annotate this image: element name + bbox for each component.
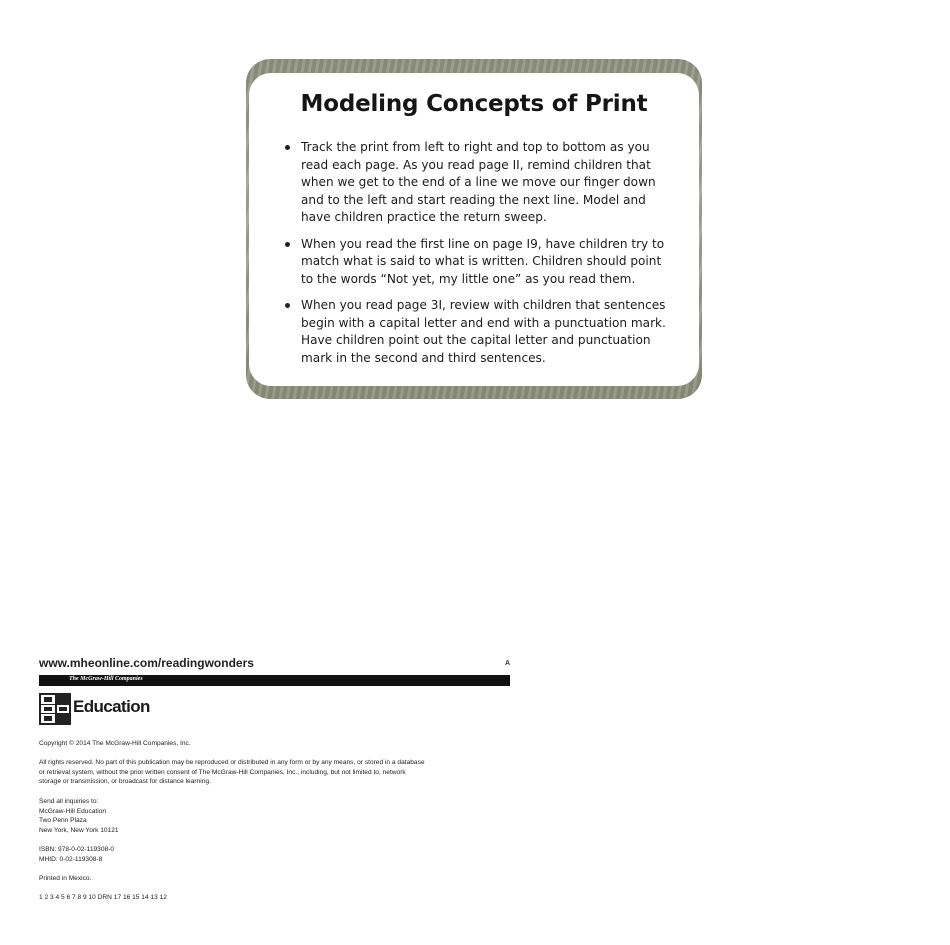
bullet-icon [285, 145, 290, 150]
isbn-line: ISBN: 978-0-02-119308-0 [39, 846, 115, 853]
copyright-line: Copyright © 2014 The McGraw-Hill Companies, Inc. [39, 740, 191, 747]
website-link[interactable]: www.mheonline.com/readingwonders [39, 656, 254, 670]
bullet-icon [285, 242, 290, 247]
bullet-text: When you read page 3I, review with children that sentences begin with a capital letter and end with a punctuation mark. Have children point out the capital letter and punctuation mark in the second and third sentences. [301, 298, 666, 365]
company-bar [39, 675, 510, 686]
inquiries-line: Send all inquiries to: [39, 798, 99, 805]
inquiries-line: Two Penn Plaza [39, 817, 87, 824]
mcgraw-hill-logo-icon [39, 693, 71, 725]
card-title: Modeling Concepts of Print [300, 91, 648, 117]
bullet-item [283, 236, 675, 289]
card-body [249, 73, 699, 386]
rights-line: All rights reserved. No part of this publication may be reproduced or distributed in any form or by any means, or stored in a database [39, 759, 425, 766]
bullet-text: Track the print from left to right and top to bottom as you read each page. As you read page II, remind children that when we get to the end of a line we move our finger down and to the left and start reading the next line. Model and have children practice the return sweep. [301, 140, 656, 224]
bullet-icon [285, 303, 290, 308]
bullet-item [283, 139, 675, 227]
inquiries-line: New York, New York 10121 [39, 826, 119, 834]
mhid-line: MHID: 0-02-119308-8 [39, 855, 103, 863]
logo-mark [40, 694, 70, 724]
print-line-numbers: 1 2 3 4 5 6 7 8 9 10 DRN 17 16 15 14 13 12 [39, 894, 167, 901]
bullet-text: When you read the first line on page I9, have children try to match what is said to what is written. Children should point to the words “Not yet, my little one” as you read them. [301, 236, 665, 286]
printed-line: Printed in Mexico. [39, 875, 92, 882]
inquiries-line: McGraw-Hill Education [39, 807, 107, 815]
education-wordmark: Education [73, 697, 150, 716]
bullet-list [283, 139, 675, 376]
rights-line: storage or transmission, or broadcast for distance learning. [39, 778, 211, 785]
concepts-card [246, 59, 702, 399]
version-letter: A [505, 660, 511, 667]
bullet-item [283, 297, 675, 367]
company-bar-text: The McGraw-Hill Companies [69, 676, 143, 682]
rights-line: or retrieval system, without the prior written consent of The McGraw-Hill Companies, Inc., including, but not limited to, network [39, 768, 406, 776]
